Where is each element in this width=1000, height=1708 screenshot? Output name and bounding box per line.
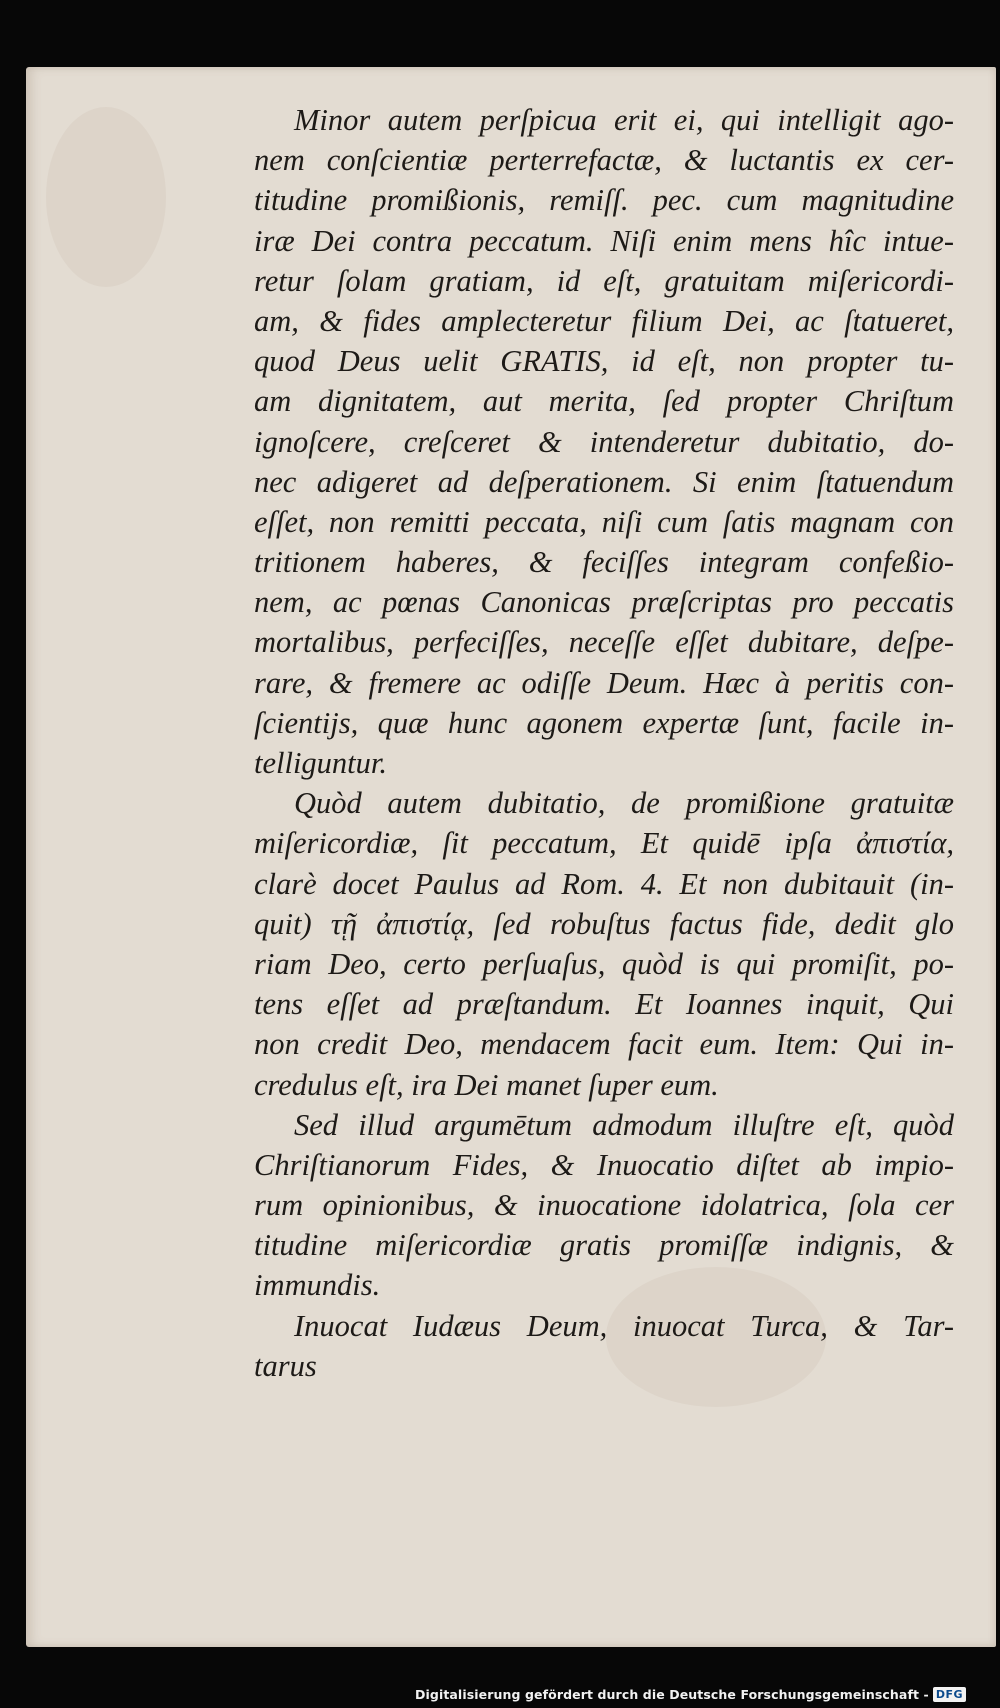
paper-stain <box>46 107 166 287</box>
text-line: am, & fides amplecteretur filium Dei, ac ſtatueret, <box>254 303 954 338</box>
text-line: ignoſcere, creſceret & intenderetur dubitatio, do- <box>254 424 954 459</box>
text-line: credulus eſt, ira Dei manet ſuper eum. <box>254 1067 719 1102</box>
text-line: nem conſcientiæ perterrefactæ, & luctantis ex cer- <box>254 143 954 178</box>
text-line: nec adigeret ad deſperationem. Si enim ſtatuendum <box>254 464 954 499</box>
text-line: Quòd autem dubitatio, de promißione gratuitæ <box>294 786 954 821</box>
dfg-logo: DFG <box>933 1687 966 1702</box>
text-line: tens eſſet ad præſtandum. Et Ioannes inquit, Qui <box>254 987 954 1022</box>
text-line: miſericordiæ, ſit peccatum, Et quidē ipſa ἀπιστία, <box>254 826 954 861</box>
text-line: quod Deus uelit GRATIS, id eſt, non propter tu- <box>254 344 954 379</box>
text-line: Inuocat Iudæus Deum, inuocat Turca, & Tar- <box>294 1308 954 1343</box>
text-line: Minor autem perſpicua erit ei, qui intelligit ago- <box>294 103 954 137</box>
text-line: iræ Dei contra peccatum. Niſi enim mens hîc intue- <box>254 223 954 258</box>
text-line: am dignitatem, aut merita, ſed propter Chriſtum <box>254 384 954 419</box>
digitization-credit <box>415 1683 966 1705</box>
text-line: retur ſolam gratiam, id eſt, gratuitam miſericordi- <box>254 263 954 298</box>
text-line: clarè docet Paulus ad Rom. 4. Et non dubitauit (in- <box>254 866 954 901</box>
text-line: immundis. <box>254 1268 381 1303</box>
credit-text: Digitalisierung gefördert durch die Deutsche Forschungsgemeinschaft - <box>415 1686 929 1702</box>
text-line: non credit Deo, mendacem facit eum. Item: Qui in- <box>254 1027 954 1062</box>
text-line: quit) τῇ ἀπιστίᾳ, ſed robuſtus factus fide, dedit glo <box>254 906 954 941</box>
text-line: titudine miſericordiæ gratis promiſſæ indignis, & <box>254 1228 954 1263</box>
text-line: nem, ac pœnas Canonicas præſcriptas pro peccatis <box>254 585 954 620</box>
text-line: mortalibus, perfeciſſes, neceſſe eſſet dubitare, deſpe- <box>254 625 954 660</box>
text-line: ſcientijs, quæ hunc agonem expertæ ſunt, facile in- <box>254 705 954 740</box>
text-line: rum opinionibus, & inuocatione idolatrica, ſola cer <box>254 1188 954 1223</box>
text-line: riam Deo, certo perſuaſus, quòd is qui promiſit, po- <box>254 946 954 981</box>
text-line: eſſet, non remitti peccata, niſi cum ſatis magnam con <box>254 504 954 539</box>
text-line: Sed illud argumētum admodum illuſtre eſt, quòd <box>294 1107 954 1142</box>
text-line: titudine promißionis, remiſſ. pec. cum magnitudine <box>254 183 954 218</box>
text-line: tritionem haberes, & feciſſes integram confeßio- <box>254 545 954 580</box>
page-text <box>254 100 954 1386</box>
catchword: tarus <box>254 1348 317 1383</box>
text-line: telliguntur. <box>254 746 388 780</box>
text-line: Chriſtianorum Fides, & Inuocatio diſtet ab impio- <box>254 1147 954 1182</box>
text-line: rare, & fremere ac odiſſe Deum. Hæc à peritis con- <box>254 665 954 700</box>
